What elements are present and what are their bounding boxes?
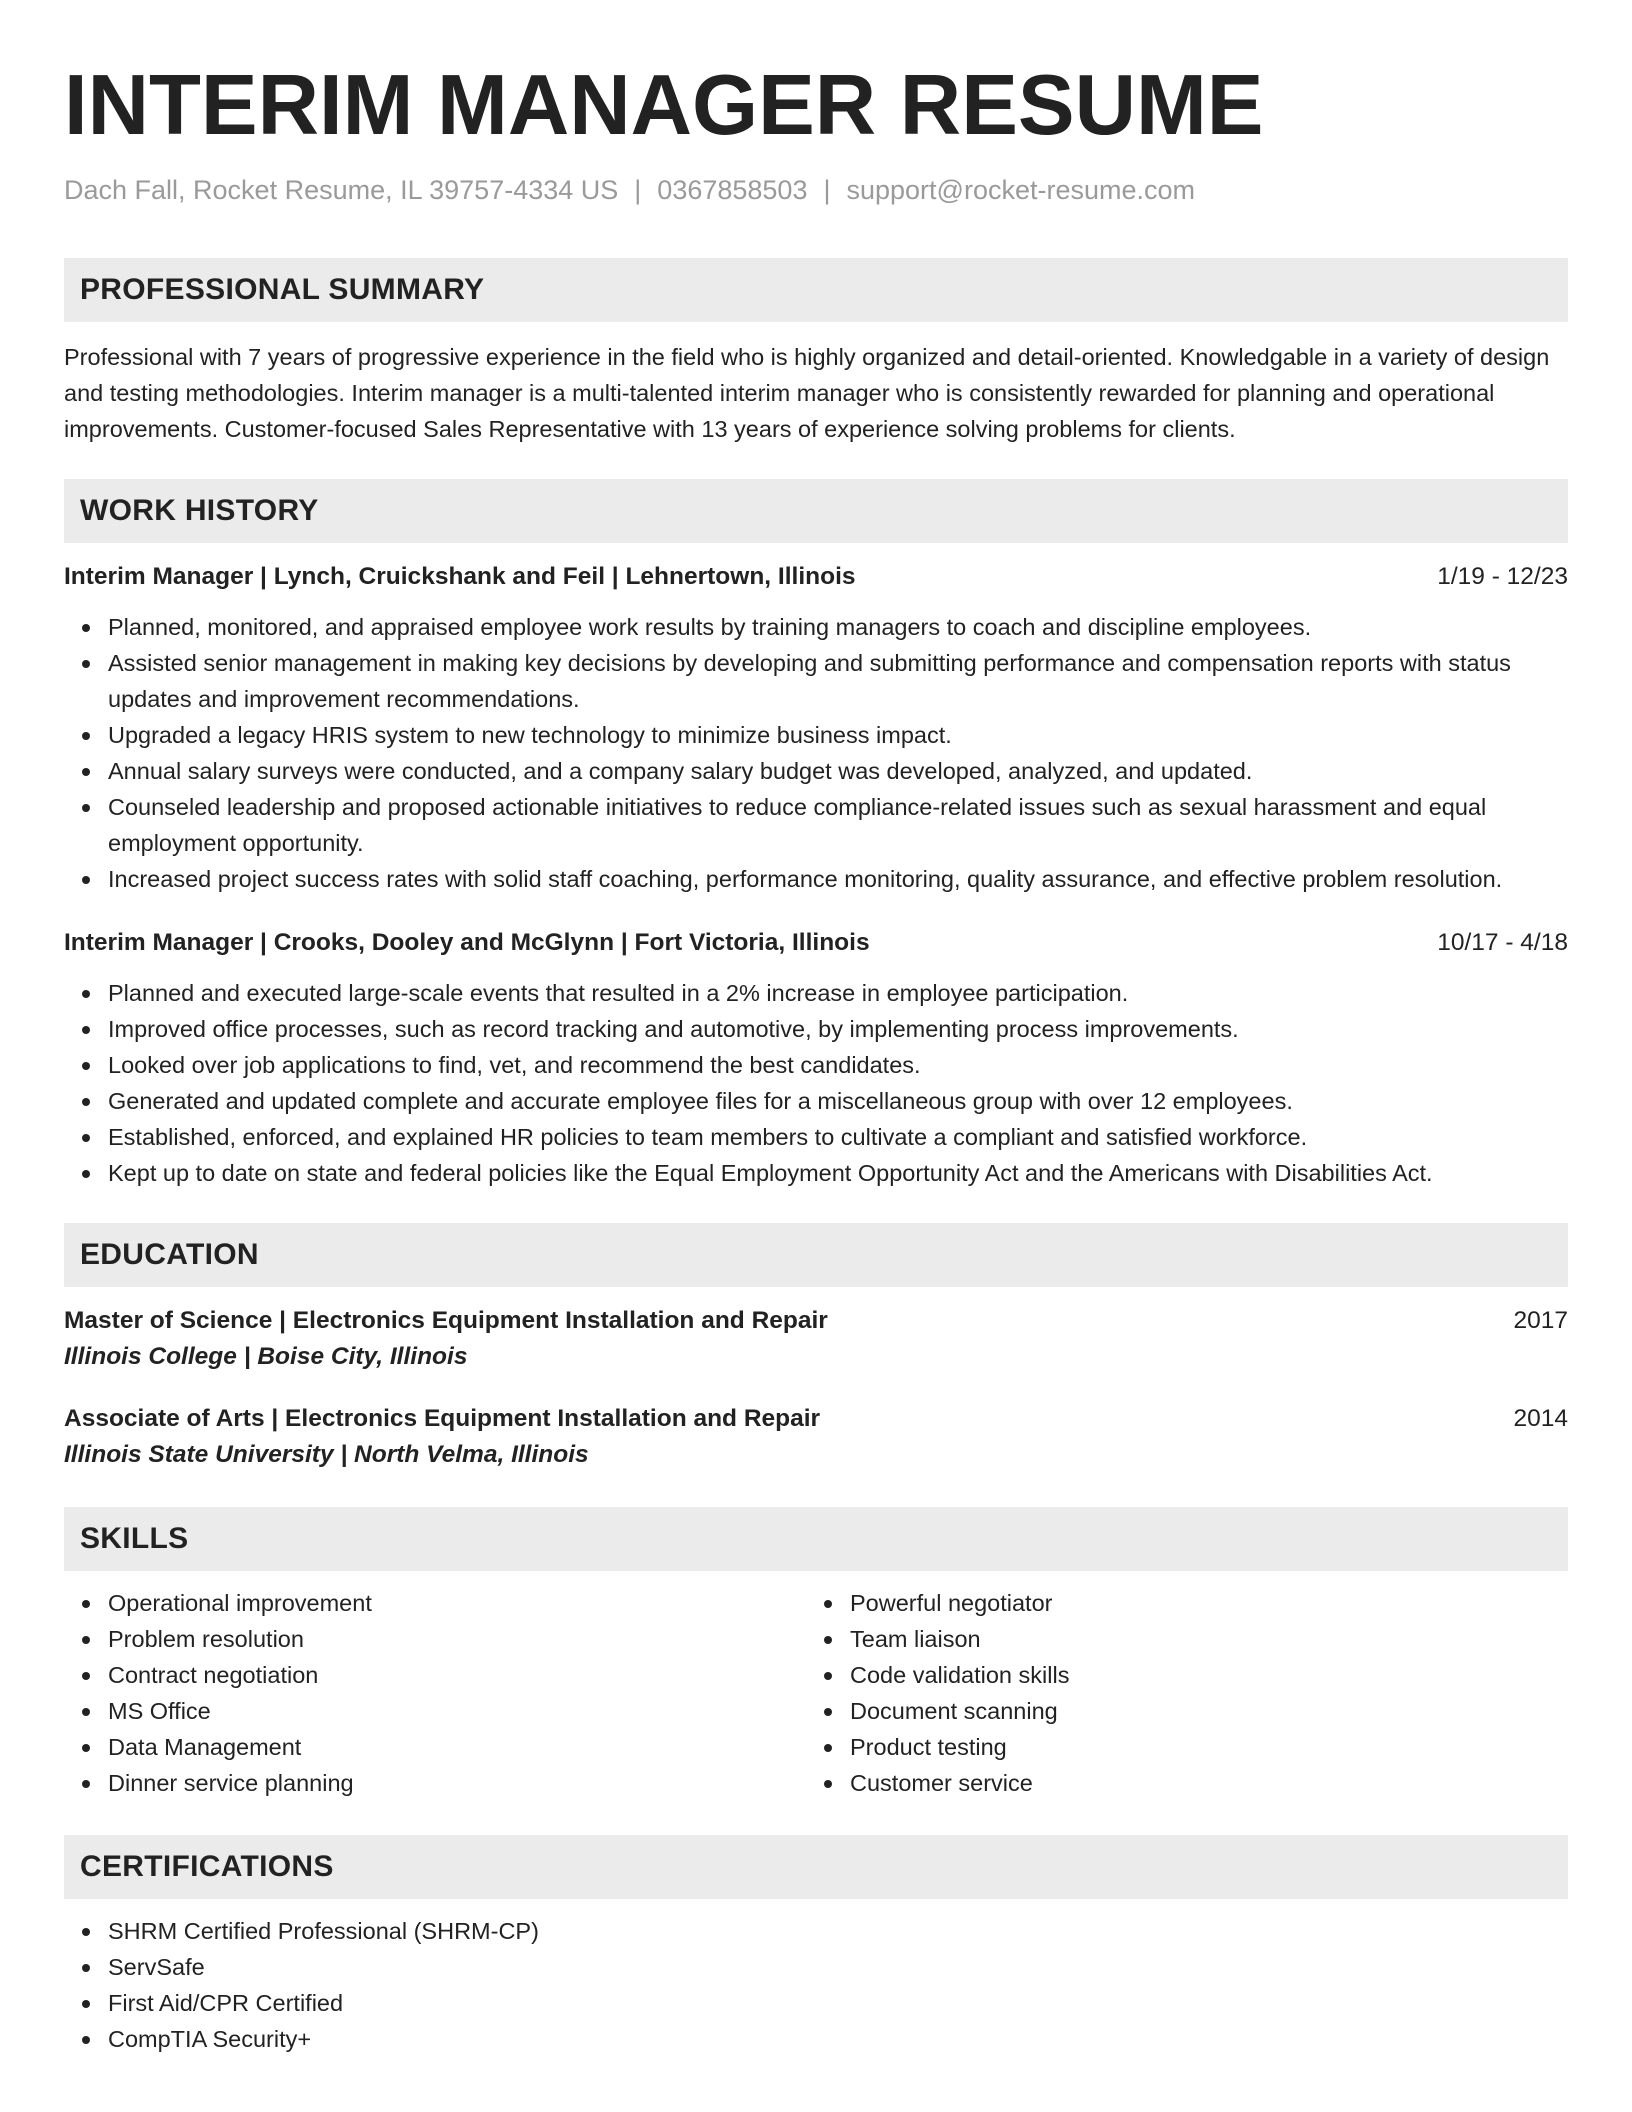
contact-line (64, 172, 1568, 208)
degree-year: 2017 (1513, 1307, 1568, 1334)
skill-item: Customer service (806, 1765, 1548, 1801)
skill-item: Dinner service planning (64, 1765, 806, 1801)
school-name: Illinois College | Boise City, Illinois (64, 1343, 468, 1370)
degree-name: Associate of Arts | Electronics Equipment Installation and Repair (64, 1405, 821, 1432)
skills-column-right (806, 1585, 1548, 1801)
education-header (64, 1303, 1568, 1339)
education-entry (64, 1303, 1568, 1375)
certification-item: First Aid/CPR Certified (64, 1985, 1568, 2021)
skill-item: Problem resolution (64, 1621, 806, 1657)
job-bullets (64, 975, 1568, 1191)
job-header (64, 559, 1568, 595)
contact-separator: | (634, 175, 642, 205)
school-name: Illinois State University | North Velma, Illinois (64, 1441, 589, 1468)
list-item: Improved office processes, such as record tracking and automotive, by implementing process improvements. (64, 1011, 1568, 1047)
education-header (64, 1401, 1568, 1437)
list-item: Planned, monitored, and appraised employee work results by training managers to coach and discipline employees. (64, 609, 1568, 645)
certifications-list (64, 1913, 1568, 2057)
section-heading-education: EDUCATION (64, 1223, 1568, 1287)
summary-text: Professional with 7 years of progressive experience in the field who is highly organized and detail-oriented. Knowledgable in a variety of design and testing methodologies. Interim manager is a multi-talented interim manager who is consistently rewarded for planning and operational improvements. Customer-focused Sales Representative with 13 years of experience solving problems for clients. (64, 344, 1550, 442)
skill-item: Powerful negotiator (806, 1585, 1548, 1621)
section-heading-summary: PROFESSIONAL SUMMARY (64, 258, 1568, 322)
education-entry (64, 1401, 1568, 1473)
section-heading-work-history: WORK HISTORY (64, 479, 1568, 543)
skill-item: Team liaison (806, 1621, 1548, 1657)
certification-item: ServSafe (64, 1949, 1568, 1985)
job-header (64, 925, 1568, 961)
degree-year: 2014 (1513, 1405, 1568, 1432)
list-item: Upgraded a legacy HRIS system to new technology to minimize business impact. (64, 717, 1568, 753)
list-item: Looked over job applications to find, vet, and recommend the best candidates. (64, 1047, 1568, 1083)
job-entry (64, 925, 1568, 1191)
job-dates: 10/17 - 4/18 (1437, 929, 1568, 956)
list-item: Counseled leadership and proposed actionable initiatives to reduce compliance-related issues such as sexual harassment and equal employment opportunity. (64, 789, 1568, 861)
contact-phone: 0367858503 (657, 175, 808, 205)
job-bullets (64, 609, 1568, 897)
skill-item: Document scanning (806, 1693, 1548, 1729)
skill-item: Data Management (64, 1729, 806, 1765)
skill-item: Operational improvement (64, 1585, 806, 1621)
job-title: Interim Manager | Lynch, Cruickshank and Feil | Lehnertown, Illinois (64, 563, 856, 590)
certification-item: CompTIA Security+ (64, 2021, 1568, 2057)
list-item: Kept up to date on state and federal policies like the Equal Employment Opportunity Act and the Americans with Disabilities Act. (64, 1155, 1568, 1191)
section-heading-certifications: CERTIFICATIONS (64, 1835, 1568, 1899)
job-dates: 1/19 - 12/23 (1437, 563, 1568, 590)
section-heading-skills: SKILLS (64, 1507, 1568, 1571)
skills-column-left (64, 1585, 806, 1801)
contact-separator: | (823, 175, 831, 205)
list-item: Established, enforced, and explained HR policies to team members to cultivate a compliant and satisfied workforce. (64, 1119, 1568, 1155)
job-entry (64, 559, 1568, 897)
resume-page (64, 0, 1568, 2057)
list-item: Generated and updated complete and accurate employee files for a miscellaneous group with over 12 employees. (64, 1083, 1568, 1119)
skills-grid (64, 1585, 1568, 1801)
list-item: Annual salary surveys were conducted, and a company salary budget was developed, analyzed, and updated. (64, 753, 1568, 789)
skill-item: Code validation skills (806, 1657, 1548, 1693)
skill-item: MS Office (64, 1693, 806, 1729)
resume-title: INTERIM MANAGER RESUME (64, 58, 1264, 153)
list-item: Assisted senior management in making key decisions by developing and submitting performance and compensation reports with status updates and improvement recommendations. (64, 645, 1568, 717)
skill-item: Product testing (806, 1729, 1548, 1765)
job-title: Interim Manager | Crooks, Dooley and McGlynn | Fort Victoria, Illinois (64, 929, 870, 956)
certification-item: SHRM Certified Professional (SHRM-CP) (64, 1913, 1568, 1949)
skill-item: Contract negotiation (64, 1657, 806, 1693)
contact-address: Dach Fall, Rocket Resume, IL 39757-4334 US (64, 175, 619, 205)
contact-email: support@rocket-resume.com (846, 175, 1196, 205)
degree-name: Master of Science | Electronics Equipment Installation and Repair (64, 1307, 828, 1334)
list-item: Planned and executed large-scale events that resulted in a 2% increase in employee participation. (64, 975, 1568, 1011)
list-item: Increased project success rates with solid staff coaching, performance monitoring, quality assurance, and effective problem resolution. (64, 861, 1568, 897)
